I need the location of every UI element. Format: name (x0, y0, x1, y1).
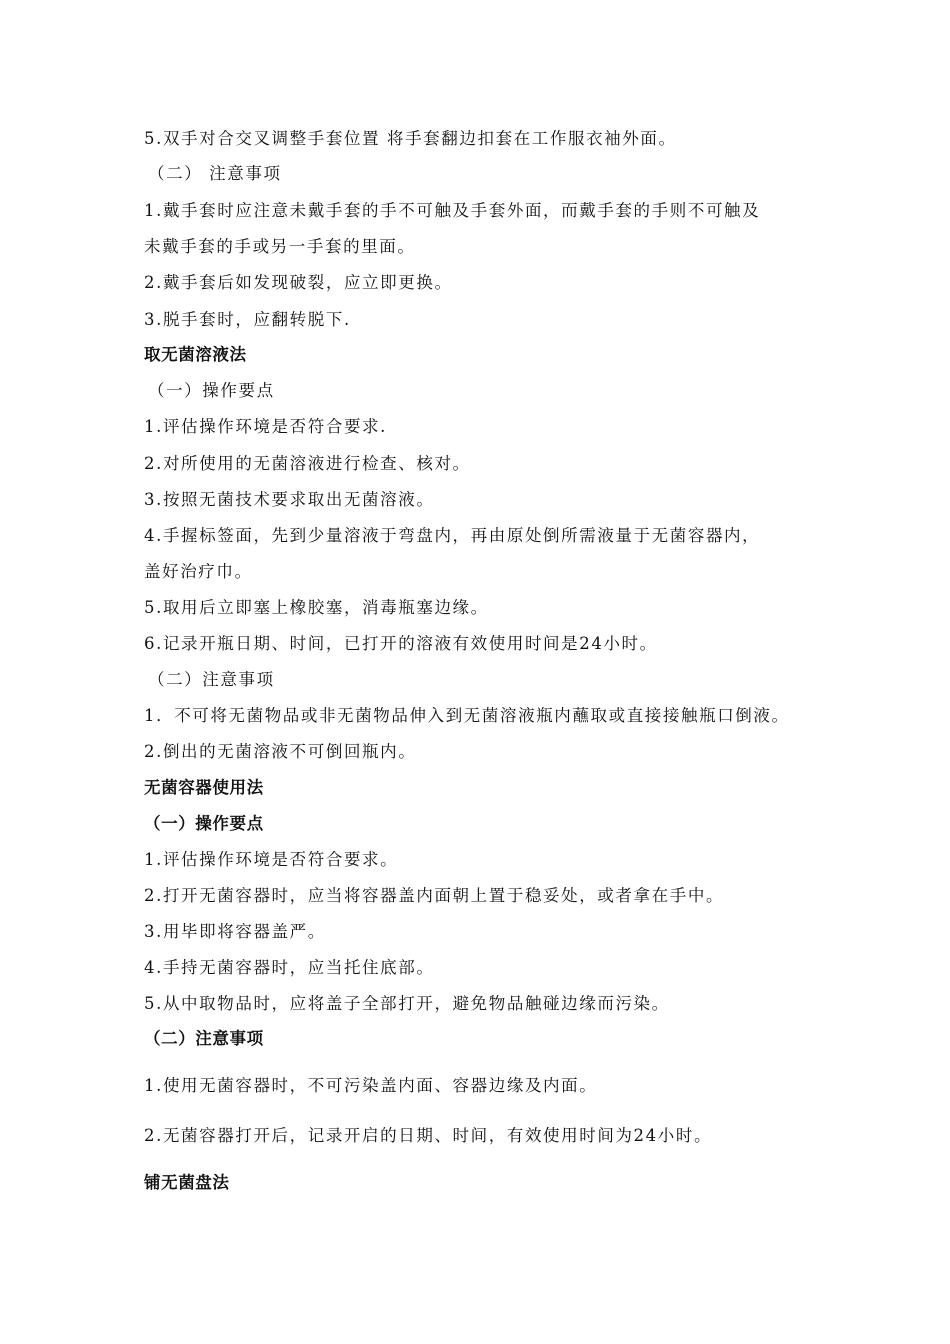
solution-notes-heading: （二）注意事项 (148, 670, 275, 689)
solution-step-5: 5.取用后立即塞上橡胶塞，消毒瓶塞边缘。 (144, 598, 489, 617)
solution-steps-heading: （一）操作要点 (148, 381, 275, 400)
solution-note-1: 1．不可将无菌物品或非无菌物品伸入到无菌溶液瓶内蘸取或直接接触瓶口倒液。 (144, 706, 790, 725)
glove-step-5: 5.双手对合交叉调整手套位置 将手套翻边扣套在工作服衣袖外面。 (144, 129, 677, 148)
container-step-1: 1.评估操作环境是否符合要求。 (144, 850, 399, 869)
container-step-4: 4.手持无菌容器时，应当托住底部。 (144, 958, 435, 977)
container-step-3: 3.用毕即将容器盖严。 (144, 922, 326, 941)
glove-note-2: 2.戴手套后如发现破裂，应立即更换。 (144, 273, 453, 292)
glove-note-1-line-2: 未戴手套的手或另一手套的里面。 (144, 237, 416, 256)
container-note-1: 1.使用无菌容器时，不可污染盖内面、容器边缘及内面。 (144, 1076, 598, 1095)
glove-note-3: 3.脱手套时，应翻转脱下. (144, 310, 351, 329)
glove-note-1-line-1: 1.戴手套时应注意未戴手套的手不可触及手套外面，而戴手套的手则不可触及 (144, 201, 761, 220)
container-steps-heading: （一）操作要点 (144, 814, 264, 833)
solution-note-2: 2.倒出的无菌溶液不可倒回瓶内。 (144, 742, 417, 761)
container-notes-heading: （二）注意事项 (144, 1029, 264, 1048)
section-title-sterile-container: 无菌容器使用法 (144, 778, 264, 797)
solution-step-4-line-2: 盖好治疗巾。 (144, 562, 253, 581)
container-note-2: 2.无菌容器打开后，记录开启的日期、时间，有效使用时间为24小时。 (144, 1126, 713, 1145)
container-step-2: 2.打开无菌容器时，应当将容器盖内面朝上置于稳妥处，或者拿在手中。 (144, 886, 725, 905)
solution-step-4-line-1: 4.手握标签面，先到少量溶液于弯盘内，再由原处倒所需液量于无菌容器内， (144, 526, 761, 545)
container-step-5: 5.从中取物品时，应将盖子全部打开，避免物品触碰边缘而污染。 (144, 994, 670, 1013)
solution-step-1: 1.评估操作环境是否符合要求. (144, 417, 387, 436)
solution-step-2: 2.对所使用的无菌溶液进行检查、核对。 (144, 454, 471, 473)
section-title-sterile-tray: 铺无菌盘法 (144, 1173, 230, 1192)
solution-step-6: 6.记录开瓶日期、时间，已打开的溶液有效使用时间是24小时。 (144, 634, 658, 653)
solution-step-3: 3.按照无菌技术要求取出无菌溶液。 (144, 490, 435, 509)
glove-notes-heading: （二） 注意事项 (148, 164, 282, 183)
section-title-sterile-solution: 取无菌溶液法 (144, 345, 247, 364)
